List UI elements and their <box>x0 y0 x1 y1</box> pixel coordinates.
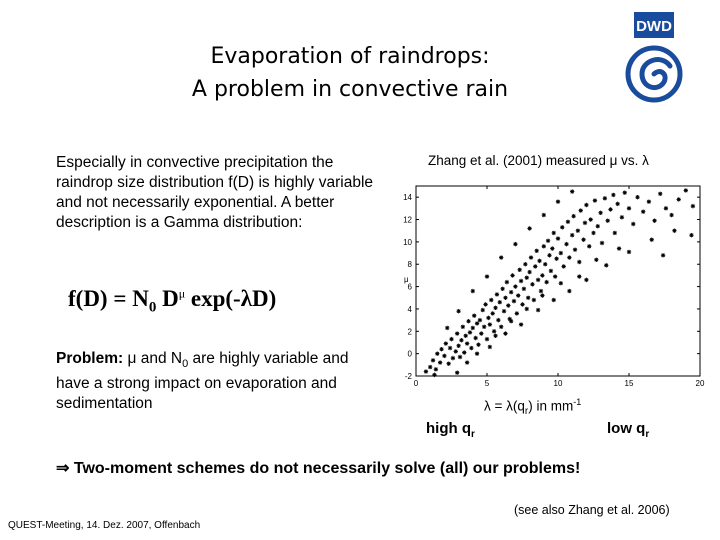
data-point <box>658 192 662 196</box>
y-tick-label: 6 <box>407 282 412 292</box>
data-point <box>455 331 459 335</box>
y-axis-label: μ <box>404 275 409 284</box>
data-point <box>523 262 527 266</box>
data-point <box>606 218 610 222</box>
data-point <box>448 346 452 350</box>
data-point <box>571 214 575 218</box>
high-qr-subscript: r <box>471 429 475 440</box>
data-point <box>603 196 607 200</box>
data-point <box>466 319 470 323</box>
data-point <box>536 308 540 312</box>
mu-lambda-scatter-plot <box>368 178 708 394</box>
data-point <box>471 289 475 293</box>
data-point <box>455 370 459 374</box>
x-tick-label: 20 <box>695 379 705 388</box>
data-point <box>472 313 476 317</box>
data-point <box>570 189 574 193</box>
slide-title <box>120 40 580 106</box>
data-point <box>482 325 486 329</box>
data-point <box>502 309 506 313</box>
data-point <box>503 331 507 335</box>
y-tick-label: 12 <box>403 215 412 225</box>
data-point <box>475 351 479 355</box>
data-point <box>520 302 524 306</box>
data-point <box>510 273 514 277</box>
data-point <box>488 345 492 349</box>
problem-n-subscript: 0 <box>182 358 189 371</box>
data-point <box>581 237 585 241</box>
data-point <box>471 326 475 330</box>
data-point <box>584 203 588 207</box>
data-point <box>483 302 487 306</box>
data-point <box>503 296 507 300</box>
logo-swirl-icon <box>628 48 680 100</box>
data-point <box>458 355 462 359</box>
data-point <box>529 255 533 259</box>
data-point <box>509 319 513 323</box>
data-point <box>465 360 469 364</box>
y-tick-label: 14 <box>403 193 412 203</box>
data-point <box>594 258 598 262</box>
data-point <box>567 255 571 259</box>
formula-d: D <box>156 286 179 311</box>
data-point <box>591 231 595 235</box>
data-point <box>617 246 621 250</box>
data-point <box>641 210 645 214</box>
data-point <box>540 273 544 277</box>
formula-exp: exp(-λD) <box>185 286 277 311</box>
footer-meeting-info: QUEST-Meeting, 14. Dez. 2007, Offenbach <box>8 520 201 531</box>
data-point <box>677 197 681 201</box>
data-point <box>456 309 460 313</box>
data-point <box>465 341 469 345</box>
data-point <box>596 224 600 228</box>
high-qr-text: high q <box>426 420 471 437</box>
x-tick-label: 10 <box>553 379 563 388</box>
data-point <box>476 343 480 347</box>
data-point <box>552 231 556 235</box>
data-point <box>490 311 494 315</box>
data-point <box>576 229 580 233</box>
data-point <box>526 296 530 300</box>
data-point <box>689 233 693 237</box>
data-point <box>513 242 517 246</box>
intro-paragraph: Especially in convective precipitation the raindrop size distribution f(D) is highly variable and not necessarily exponential. A better description is a Gamma distribution: <box>56 154 374 231</box>
data-point <box>627 206 631 210</box>
data-point <box>527 226 531 230</box>
implies-arrow-icon: ⇒ <box>56 460 70 477</box>
data-point <box>493 334 497 338</box>
x-label-exponent: -1 <box>573 397 582 407</box>
data-point <box>485 274 489 278</box>
data-point <box>664 206 668 210</box>
data-point <box>560 225 564 229</box>
x-axis-label <box>484 397 581 417</box>
data-point <box>620 215 624 219</box>
data-point <box>509 290 513 294</box>
title-line-1: Evaporation of raindrops: <box>210 44 490 69</box>
y-tick-label: 2 <box>407 327 412 337</box>
data-point <box>543 262 547 266</box>
data-point <box>556 236 560 240</box>
formula-lhs: f(D) = N <box>68 286 149 311</box>
data-point <box>431 358 435 362</box>
data-point <box>542 213 546 217</box>
y-tick-label: -2 <box>404 372 412 381</box>
data-point <box>505 280 509 284</box>
data-point <box>615 202 619 206</box>
x-tick-label: 15 <box>624 379 634 388</box>
data-point <box>499 325 503 329</box>
title-line-2: A problem in convective rain <box>191 77 509 102</box>
data-point <box>469 346 473 350</box>
data-point <box>496 318 500 322</box>
chart-title: Zhang et al. (2001) measured μ vs. λ <box>428 153 649 168</box>
dwd-logo <box>622 10 686 110</box>
x-label-subscript: r <box>524 406 529 418</box>
data-point <box>566 220 570 224</box>
data-point <box>515 311 519 315</box>
formula-n-subscript: 0 <box>148 299 157 316</box>
problem-text-1: μ and N <box>123 350 183 367</box>
data-point <box>650 237 654 241</box>
data-point <box>486 316 490 320</box>
problem-paragraph <box>56 349 376 414</box>
data-point <box>424 369 428 373</box>
data-point <box>478 318 482 322</box>
data-point <box>583 221 587 225</box>
data-point <box>577 260 581 264</box>
data-point <box>635 195 639 199</box>
data-point <box>444 341 448 345</box>
data-point <box>459 338 463 342</box>
annotation-high-qr <box>426 420 475 440</box>
data-point <box>498 300 502 304</box>
data-point <box>546 239 550 243</box>
data-point <box>537 259 541 263</box>
data-point <box>691 204 695 208</box>
data-point <box>549 269 553 273</box>
data-point <box>631 222 635 226</box>
data-point <box>449 337 453 341</box>
data-point <box>445 326 449 330</box>
data-point <box>479 331 483 335</box>
data-point <box>564 242 568 246</box>
conclusion-text: Two-moment schemes do not necessarily solve (all) our problems! <box>69 460 581 477</box>
data-point <box>540 293 544 297</box>
data-point <box>550 246 554 250</box>
data-point <box>434 367 438 371</box>
data-point <box>517 268 521 272</box>
x-label-prefix: λ = λ(q <box>484 398 525 414</box>
data-point <box>432 373 436 377</box>
y-tick-label: 0 <box>407 349 412 359</box>
data-point <box>536 278 540 282</box>
data-point <box>492 329 496 333</box>
low-qr-subscript: r <box>645 429 650 440</box>
problem-text-2: are highly variable and have a strong impact on evaporation and sedimentation <box>56 350 349 413</box>
data-point <box>573 248 577 252</box>
data-point <box>481 308 485 312</box>
data-point <box>442 354 446 358</box>
data-point <box>672 229 676 233</box>
data-point <box>535 249 539 253</box>
data-point <box>428 365 432 369</box>
gamma-formula <box>68 286 276 317</box>
data-point <box>533 264 537 268</box>
data-point <box>525 307 529 311</box>
data-point <box>530 282 534 286</box>
data-point <box>559 251 563 255</box>
annotation-low-qr <box>607 420 649 440</box>
data-point <box>456 344 460 348</box>
data-point <box>519 322 523 326</box>
data-point <box>495 292 499 296</box>
y-tick-label: 8 <box>407 260 412 270</box>
data-point <box>513 284 517 288</box>
low-qr-text: low q <box>607 420 646 437</box>
data-point <box>613 231 617 235</box>
data-point <box>584 278 588 282</box>
data-point <box>468 330 472 334</box>
data-point <box>570 233 574 237</box>
data-point <box>512 299 516 303</box>
data-point <box>647 199 651 203</box>
data-point <box>435 351 439 355</box>
problem-label: Problem: <box>56 350 124 367</box>
data-point <box>611 193 615 197</box>
data-point <box>579 208 583 212</box>
data-point <box>489 298 493 302</box>
data-point <box>499 255 503 259</box>
data-point <box>600 241 604 245</box>
data-point <box>567 289 571 293</box>
y-tick-label: 10 <box>403 237 412 247</box>
data-point <box>587 244 591 248</box>
data-point <box>462 350 466 354</box>
data-point <box>493 306 497 310</box>
data-point <box>627 250 631 254</box>
plot-points <box>424 188 695 377</box>
x-tick-label: 0 <box>413 379 419 388</box>
data-point <box>598 211 602 215</box>
x-tick-label: 5 <box>484 379 490 388</box>
data-point <box>485 337 489 341</box>
data-point <box>500 287 504 291</box>
data-point <box>552 298 556 302</box>
data-point <box>473 336 477 340</box>
data-point <box>525 275 529 279</box>
data-point <box>539 289 543 293</box>
data-point <box>519 279 523 283</box>
data-point <box>588 217 592 221</box>
data-point <box>547 253 551 257</box>
data-point <box>451 356 455 360</box>
formula-mu-exponent: μ <box>178 286 186 301</box>
logo-text: DWD <box>636 18 672 35</box>
plot-ticks <box>403 186 705 388</box>
data-point <box>554 256 558 260</box>
data-point <box>553 274 557 278</box>
data-point <box>684 188 688 192</box>
data-point <box>542 244 546 248</box>
data-point <box>461 325 465 329</box>
data-point <box>623 191 627 195</box>
data-point <box>559 281 563 285</box>
x-label-unit: ) in mm <box>528 398 574 414</box>
data-point <box>532 298 536 302</box>
data-point <box>561 264 565 268</box>
data-point <box>544 280 548 284</box>
data-point <box>669 213 673 217</box>
data-point <box>454 349 458 353</box>
conclusion-line <box>56 458 580 478</box>
reference-note: (see also Zhang et al. 2006) <box>514 503 670 517</box>
data-point <box>527 270 531 274</box>
data-point <box>516 293 520 297</box>
data-point <box>661 253 665 257</box>
data-point <box>652 218 656 222</box>
data-point <box>608 207 612 211</box>
data-point <box>556 199 560 203</box>
data-point <box>488 322 492 326</box>
data-point <box>446 362 450 366</box>
data-point <box>577 274 581 278</box>
data-point <box>604 263 608 267</box>
data-point <box>439 347 443 351</box>
data-point <box>506 303 510 307</box>
data-point <box>464 334 468 338</box>
data-point <box>522 287 526 291</box>
y-tick-label: 4 <box>407 304 412 314</box>
data-point <box>593 198 597 202</box>
data-point <box>438 360 442 364</box>
